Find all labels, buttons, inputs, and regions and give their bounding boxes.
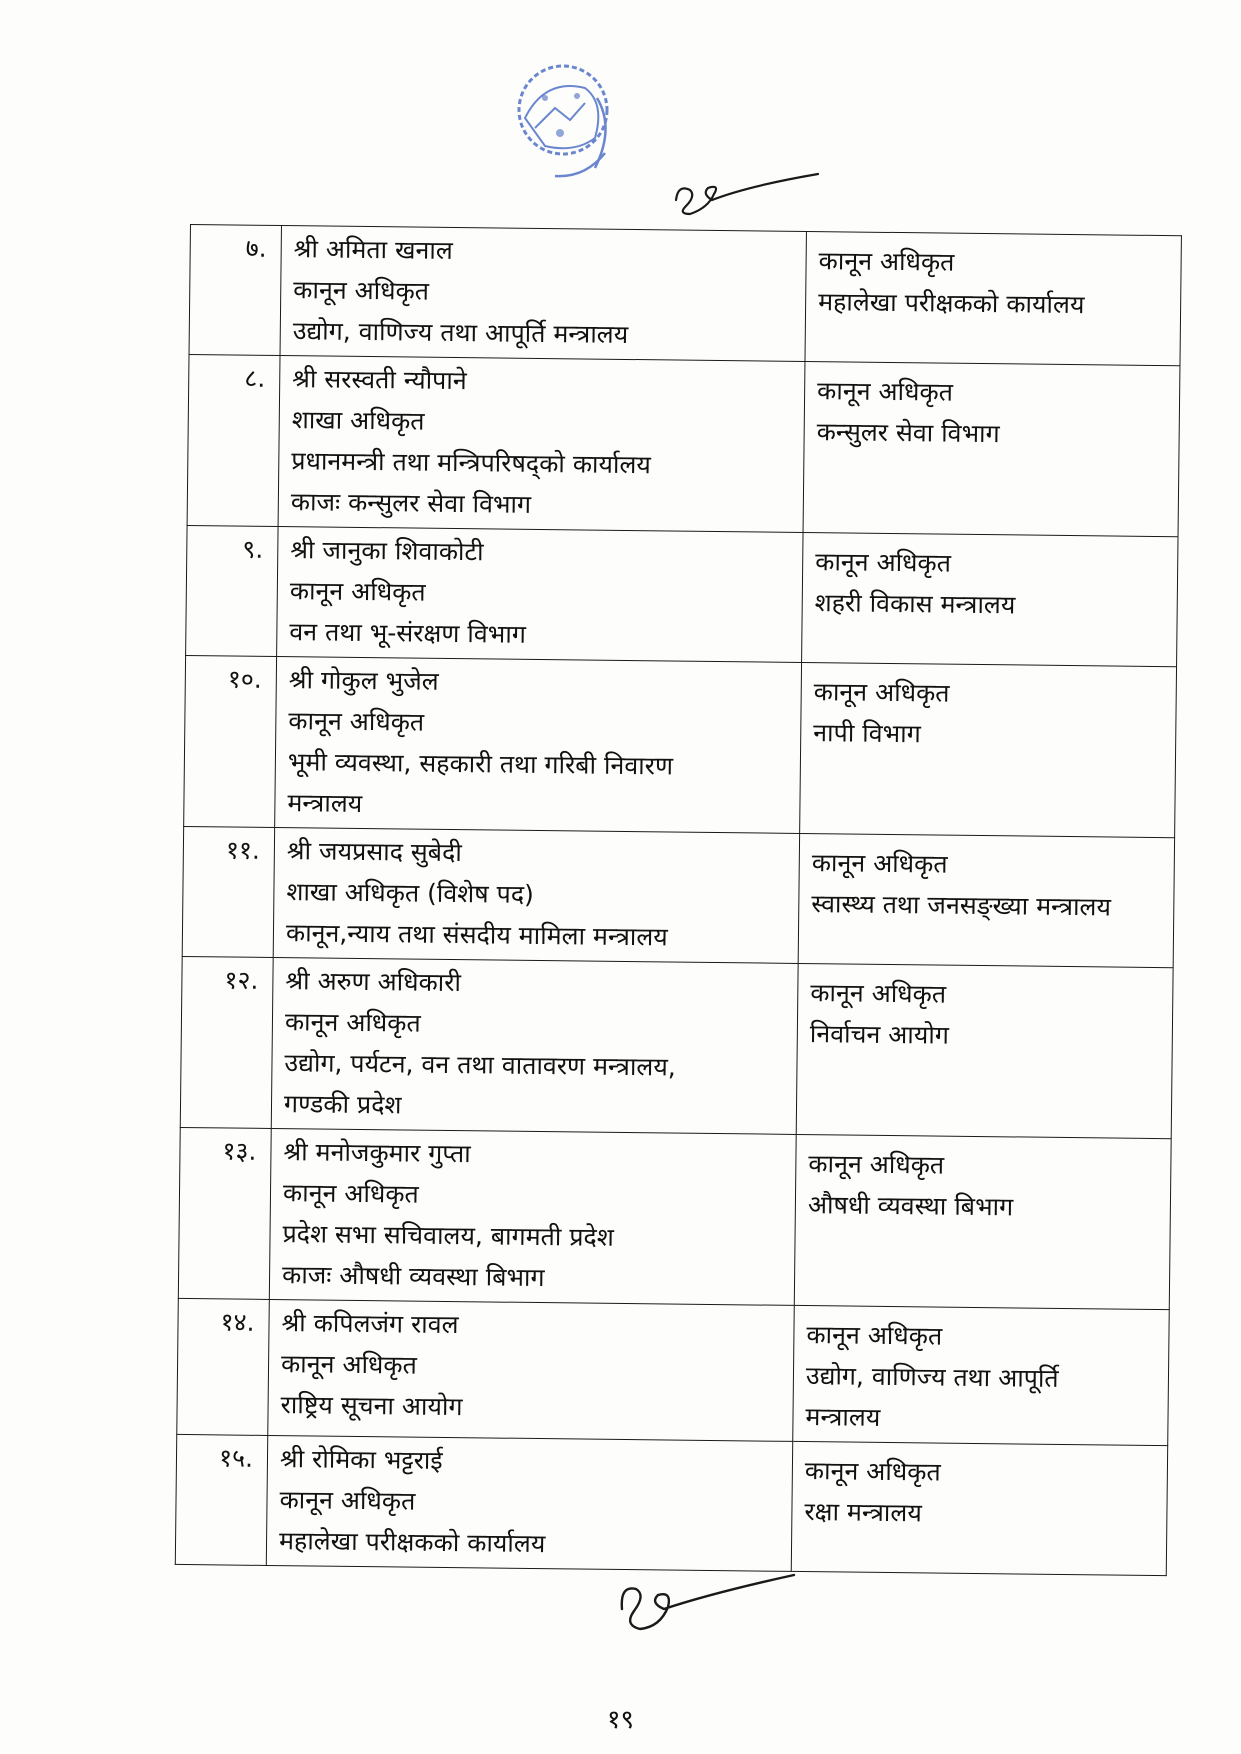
current-post-line: काजः कन्सुलर सेवा विभाग: [290, 487, 532, 519]
new-post-line: कानून अधिकृत: [816, 376, 954, 407]
current-post-line: कानून अधिकृत: [293, 275, 430, 306]
new-post-line: कानून अधिकृत: [808, 1149, 945, 1180]
new-post-line: कानून अधिकृत: [818, 246, 955, 277]
table-row: [180, 956, 1173, 1138]
officer-name: श्री अरुण अधिकारी: [285, 966, 462, 998]
current-post-cell: [266, 1435, 792, 1571]
current-post-line: राष्ट्रिय सूचना आयोग: [280, 1390, 463, 1422]
officer-name: श्री जानुका शिवाकोटी: [290, 535, 484, 567]
new-post-line: कानून अधिकृत: [806, 1320, 943, 1351]
officer-name: श्री कपिलजंग रावल: [281, 1308, 459, 1340]
current-post-line: कानून अधिकृत: [280, 1349, 418, 1380]
new-post-cell: [802, 532, 1178, 666]
transfer-table: [175, 224, 1182, 1576]
new-post-line: कन्सुलर सेवा विभाग: [816, 417, 1000, 449]
new-post-line: कानून अधिकृत: [813, 677, 950, 708]
current-post-line: कानून अधिकृत: [288, 706, 425, 737]
officer-name: श्री जयप्रसाद सुबेदी: [286, 836, 462, 868]
new-post-cell: [798, 833, 1174, 967]
serial-number: १२.: [180, 956, 273, 1128]
current-post-line: उद्योग, वाणिज्य तथा आपूर्ति मन्त्रालय: [292, 316, 629, 349]
page-number: १९: [606, 1705, 635, 1735]
serial-number: ८.: [187, 354, 280, 526]
new-post-line: कानून अधिकृत: [815, 547, 952, 578]
current-post-cell: [278, 356, 805, 533]
new-post-cell: [793, 1305, 1170, 1445]
new-post-line: महालेखा परीक्षकको कार्यालय: [817, 287, 1085, 320]
officer-name: श्री रोमिका भट्टराई: [279, 1444, 443, 1475]
new-post-line: निर्वाचन आयोग: [809, 1019, 950, 1050]
new-post-line: कानून अधिकृत: [810, 978, 947, 1009]
current-post-line: शाखा अधिकृत (विशेष पद): [286, 877, 535, 909]
new-post-line: कानून अधिकृत: [804, 1456, 941, 1487]
new-post-cell: [803, 361, 1180, 536]
new-post-line: शहरी विकास मन्त्रालय: [814, 588, 1016, 620]
current-post-line: प्रधानमन्त्री तथा मन्त्रिपरिषद्को कार्यालय: [291, 446, 652, 480]
serial-number: १३.: [178, 1127, 271, 1299]
serial-number: ११.: [182, 826, 274, 957]
current-post-line: कानून,न्याय तथा संसदीय मामिला मन्त्रालय: [285, 918, 668, 952]
official-seal-stamp: [485, 58, 665, 228]
current-post-cell: [280, 226, 806, 362]
current-post-line: भूमी व्यवस्था, सहकारी तथा गरिबी निवारण: [287, 747, 674, 781]
new-post-line: उद्योग, वाणिज्य तथा आपूर्ति: [805, 1361, 1059, 1393]
new-post-line: औषधी व्यवस्था बिभाग: [807, 1190, 1014, 1222]
serial-number: १५.: [175, 1434, 267, 1565]
current-post-line: मन्त्रालय: [287, 788, 363, 818]
current-post-cell: [273, 827, 799, 963]
current-post-line: उद्योग, पर्यटन, वन तथा वातावरण मन्त्रालय,: [284, 1048, 676, 1082]
officer-name: श्री सरस्वती न्यौपाने: [292, 364, 467, 396]
table-row: [184, 655, 1177, 837]
signature-top: [668, 162, 828, 232]
new-post-cell: [796, 963, 1173, 1138]
new-post-line: स्वास्थ्य तथा जनसङ्ख्या मन्त्रालय: [811, 889, 1112, 922]
new-post-cell: [794, 1134, 1171, 1309]
current-post-line: गण्डकी प्रदेश: [283, 1089, 402, 1120]
current-post-line: कानून अधिकृत: [289, 576, 426, 607]
new-post-line: कानून अधिकृत: [811, 848, 948, 879]
current-post-line: कानून अधिकृत: [282, 1178, 419, 1209]
serial-number: ७.: [189, 225, 281, 356]
table-row: [175, 1434, 1167, 1575]
table-row: [177, 1298, 1169, 1445]
table-row: [178, 1127, 1171, 1309]
current-post-line: काजः औषधी व्यवस्था बिभाग: [281, 1260, 545, 1293]
current-post-line: कानून अधिकृत: [284, 1007, 421, 1038]
current-post-cell: [269, 1128, 796, 1305]
officer-name: श्री अमिता खनाल: [293, 234, 453, 265]
officer-name: श्री गोकुल भुजेल: [288, 665, 439, 696]
new-post-cell: [791, 1441, 1167, 1575]
serial-number: ९.: [186, 525, 278, 656]
new-post-line: मन्त्रालय: [805, 1402, 881, 1432]
current-post-line: महालेखा परीक्षकको कार्यालय: [278, 1526, 546, 1559]
current-post-line: कानून अधिकृत: [279, 1485, 416, 1516]
serial-number: १०.: [184, 655, 277, 827]
officer-name: श्री मनोजकुमार गुप्ता: [283, 1137, 471, 1169]
table-row: [186, 525, 1178, 666]
current-post-cell: [271, 957, 798, 1134]
current-post-cell: [268, 1299, 795, 1441]
current-post-line: वन तथा भू-संरक्षण विभाग: [289, 617, 527, 649]
signature-bottom: [612, 1565, 802, 1650]
serial-number: १४.: [177, 1298, 270, 1435]
current-post-line: शाखा अधिकृत: [291, 405, 425, 436]
new-post-line: नापी विभाग: [813, 718, 921, 749]
table-row: [187, 354, 1180, 536]
new-post-line: रक्षा मन्त्रालय: [804, 1497, 922, 1528]
new-post-cell: [805, 231, 1181, 365]
table-row: [182, 826, 1174, 967]
table-row: [189, 225, 1181, 366]
new-post-cell: [800, 662, 1177, 837]
current-post-cell: [277, 527, 803, 663]
current-post-cell: [275, 657, 802, 834]
current-post-line: प्रदेश सभा सचिवालय, बागमती प्रदेश: [282, 1219, 614, 1252]
